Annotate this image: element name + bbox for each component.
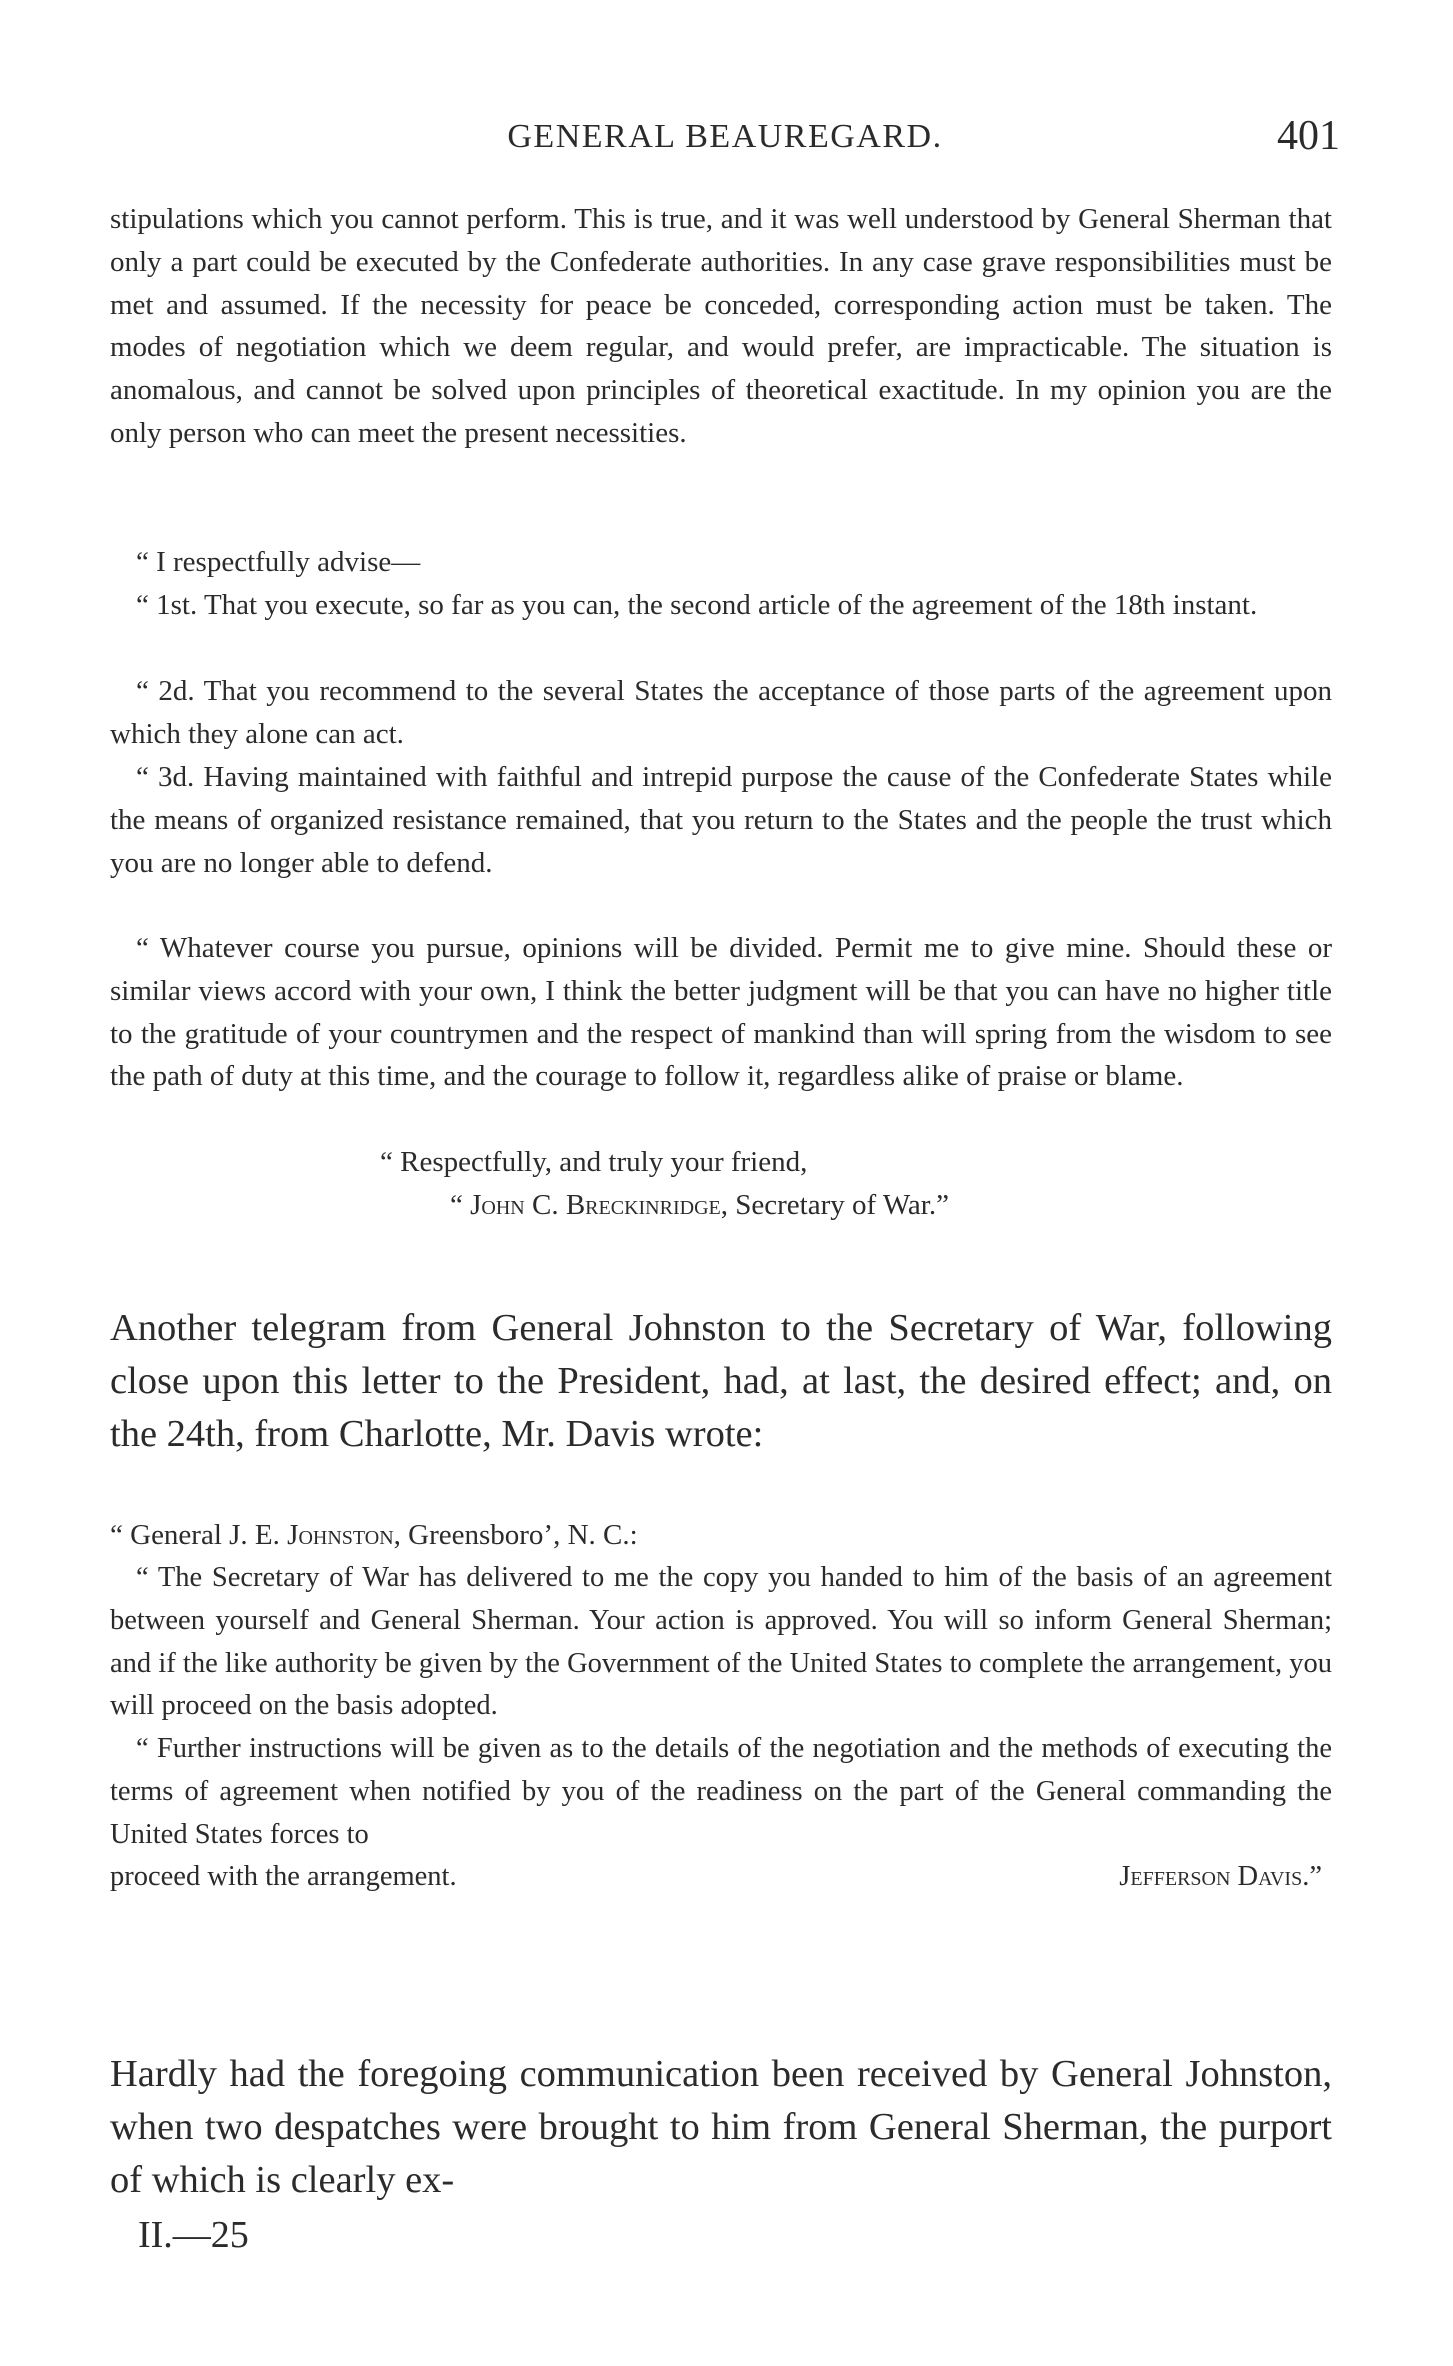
- letter-item-3: “ 3d. Having maintained with faithful and intrepid purpose the cause of the Confederate States while the means of organized resistance remained, that you return to the States and the people the trust which you are no longer able to defend.: [110, 761, 1332, 879]
- running-head: GENERAL BEAUREGARD.: [507, 118, 943, 155]
- signature-open-quote: “: [450, 1189, 471, 1221]
- address-rest: , Greensboro’, N. C.:: [393, 1519, 638, 1551]
- letter-item-1: “ 1st. That you execute, so far as you can, the second article of the agreement of the 18th instant.: [136, 589, 1258, 621]
- address-open: “ General J. E.: [110, 1519, 288, 1551]
- page-header: [110, 112, 1340, 172]
- letter2-paragraph-1: “ The Secretary of War has delivered to me the copy you handed to him of the basis of an agreement between yourself and General Sherman. Your action is approved. You will so inform General Sherman; and if the like authority be given by the Government of the United States to complete the arrangement, you will proceed on the basis adopted.: [110, 1562, 1332, 1722]
- letter2-paragraph-2: “ Further instructions will be given as to the details of the negotiation and the methods of executing the terms of agreement when notified by you of the readiness on the part of the General commanding the United States forces to: [110, 1733, 1332, 1850]
- signature-title: , Secretary of War.”: [720, 1189, 949, 1221]
- letter2-signature-close: .”: [1302, 1861, 1322, 1892]
- address-name: Johnston: [287, 1519, 394, 1551]
- letter-paragraph-opening: stipulations which you cannot perform. This is true, and it was well understood by General Sherman that only a part could be executed by the Confederate authorities. In any case grave responsibilities must be met and assumed. If the necessity for peace be conceded, corresponding action must be taken. The modes of negotiation which we deem regular, and would prefer, are impracticable. The situation is anomalous, and cannot be solved upon principles of theoretical exactitude. In my opinion you are the only person who can meet the present necessities.: [110, 203, 1332, 449]
- letter-closing: “ Respectfully, and truly your friend,: [380, 1146, 808, 1178]
- letter2-paragraph-2-end: proceed with the arrangement.: [110, 1861, 457, 1892]
- narrative-paragraph-1: Another telegram from General Johnston to the Secretary of War, following close upon this letter to the President, had, at last, the desired effect; and, on the 24th, from Charlotte, Mr. Davis wrote:: [110, 1307, 1332, 1455]
- letter-item-2: “ 2d. That you recommend to the several States the acceptance of those parts of the agreement upon which they alone can act.: [110, 675, 1332, 750]
- letter-signature: [450, 1184, 949, 1227]
- signature-name: John C. Breckinridge: [470, 1189, 721, 1221]
- page-number: 401: [1277, 113, 1340, 159]
- letter2-address: [110, 1514, 638, 1557]
- letter-paragraph-whatever: “ Whatever course you pursue, opinions will be divided. Permit me to give mine. Should these or similar views accord with your own, I think the better judgment will be that you can have no higher title to the gratitude of your countrymen and the respect of mankind than will spring from the wisdom to see the path of duty at this time, and the courage to follow it, regardless alike of praise or blame.: [110, 932, 1332, 1093]
- narrative-paragraph-2: Hardly had the foregoing communication been received by General Johnston, when two despatches were brought to him from General Sherman, the purport of which is clearly ex-: [110, 2053, 1332, 2201]
- letter2-signature: [1119, 1856, 1322, 1899]
- letter-advise-line: “ I respectfully advise—: [136, 546, 421, 578]
- signature-mark: II.—25: [138, 2214, 249, 2256]
- letter2-signature-name: Jefferson Davis: [1119, 1861, 1303, 1892]
